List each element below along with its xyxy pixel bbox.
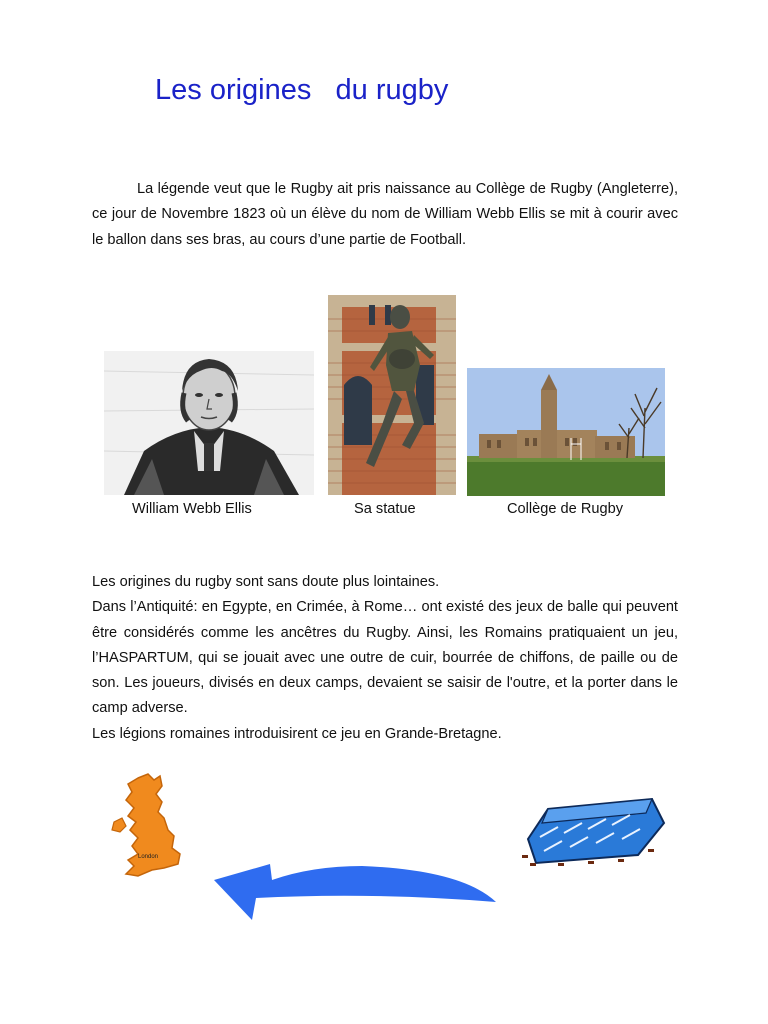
intro-text: La légende veut que le Rugby ait pris naissance au Collège de Rugby (Angleterre), ce jour de Novembre 1823 où un élève du nom de William Webb Ellis se mit à courir avec le ballon dans ses bras, au cours d’une partie de Football. <box>92 181 678 248</box>
body-line-1: Les origines du rugby sont sans doute plus lointaines. <box>92 574 440 590</box>
great-britain-map-icon <box>108 772 186 880</box>
body-line-2: Dans l’Antiquité: en Egypte, en Crimée, à Rome… ont existé des jeux de balle qui peuvent être considérés comme les ancêtres du Rugby. Ainsi, les Romains pratiquaient un jeu, l’HASPARTUM, qui se jouait avec une outre de cuir, bourrée de chiffons, de paille ou de son. Les joueurs, divisés en deux camps, devaient se saisir de l'outre, et la porter dans le camp adverse. <box>92 599 678 717</box>
college-image <box>467 368 665 496</box>
portrait-image <box>104 351 314 495</box>
map-label: London <box>138 854 159 860</box>
caption-portrait: William Webb Ellis <box>132 501 252 517</box>
body-text <box>92 570 678 747</box>
ball-basket-icon <box>518 793 668 867</box>
left-arrow-icon <box>212 862 496 922</box>
intro-paragraph <box>92 177 678 253</box>
body-line-3: Les légions romaines introduisirent ce jeu en Grande-Bretagne. <box>92 725 502 742</box>
statue-image <box>328 295 456 495</box>
page-title: Les origines du rugby <box>155 74 449 106</box>
caption-statue: Sa statue <box>354 501 416 517</box>
caption-college: Collège de Rugby <box>507 501 624 517</box>
